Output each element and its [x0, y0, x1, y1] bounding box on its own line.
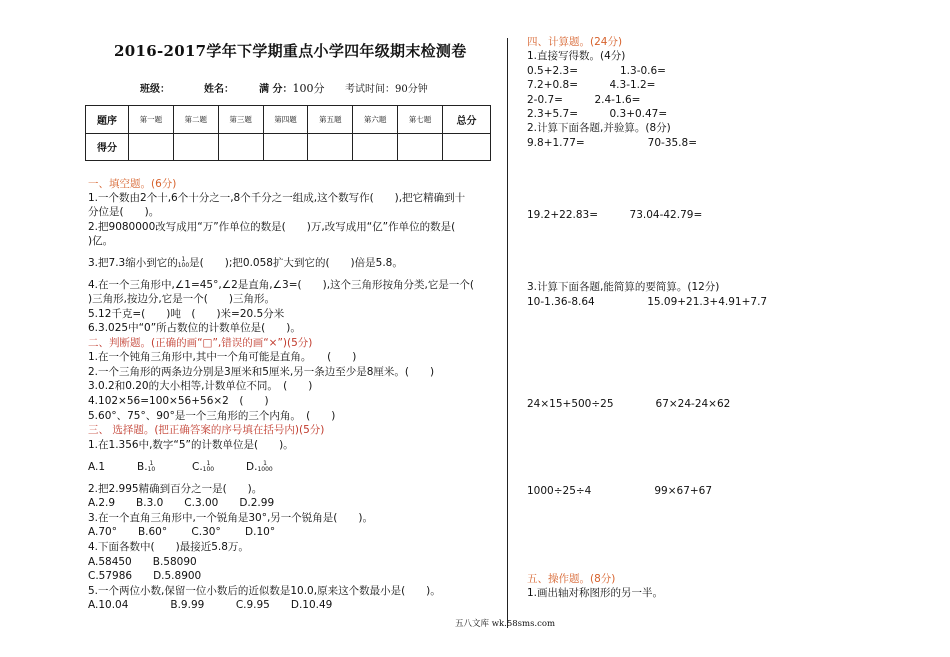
s4-row1: 0.5+2.3= 1.3-0.6= [527, 65, 666, 77]
fraction-1-100 [203, 461, 214, 473]
col-q1: 第一题 [129, 106, 174, 134]
fraction-1-100 [178, 257, 189, 269]
score-cell[interactable] [173, 133, 218, 161]
score-table-score-row [86, 133, 491, 161]
section4-heading: 四、计算题。(24分) [527, 36, 623, 48]
s3-q2: 2.把2.995精确到百分之一是( )。 [88, 483, 263, 495]
score-table-header-row [86, 106, 491, 134]
frac-num: 1 [206, 460, 211, 467]
score-cell[interactable] [129, 133, 174, 161]
s1-q1a: 1.一个数由2个十,6个十分之一,8个千分之一组成,这个数写作( ),把它精确到十 [88, 192, 466, 204]
s3-q3-opts: A.70° B.60° C.30° D.10° [88, 526, 276, 538]
s5-q1: 1.画出轴对称图形的另一半。 [527, 587, 664, 599]
full-score-field [259, 80, 324, 96]
frac-num: 1 [181, 256, 186, 263]
row-head-score: 得分 [86, 133, 129, 161]
s1-q3 [88, 256, 403, 270]
name-label: 姓名： [204, 84, 234, 95]
score-cell[interactable] [443, 133, 491, 161]
fraction-1-1000 [257, 461, 272, 473]
s3-q4: 4.下面各数中( )最接近5.8万。 [88, 541, 249, 553]
s1-q2a: 2.把9080000改写成用“万”作单位的数是( )万,改写成用“亿”作单位的数是( [88, 221, 456, 233]
s4-sub3: 3.计算下面各题,能简算的要简算。(12分) [527, 281, 720, 293]
s3-q1-opt-b [137, 460, 155, 474]
s4-row2: 7.2+0.8= 4.3-1.2= [527, 79, 656, 91]
row-head-order: 题序 [86, 106, 129, 134]
col-q2: 第二题 [173, 106, 218, 134]
s1-q3-post: 是( );把0.058扩大到它的( )倍是5.8。 [189, 257, 403, 269]
section5-heading: 五、操作题。(8分) [527, 573, 616, 585]
s1-q2b: )亿。 [88, 235, 114, 247]
exam-time: 考试时间：90分钟 [345, 84, 428, 95]
score-cell[interactable] [398, 133, 443, 161]
s1-q3-pre: 3.把7.3缩小到它的 [88, 257, 178, 269]
section2-heading: 二、判断题。(正确的画“□”,错误的画“×”)(5分) [88, 337, 313, 349]
s3-q3: 3.在一个直角三角形中,一个锐角是30°,另一个锐角是( )。 [88, 512, 373, 524]
class-field [140, 80, 170, 95]
s3-q4-opts1: A.58450 B.58090 [88, 556, 197, 568]
s4-row3: 2-0.7= 2.4-1.6= [527, 94, 641, 106]
score-table [85, 105, 491, 161]
s4-calc2: 19.2+22.83= 73.04-42.79= [527, 209, 703, 221]
score-cell[interactable] [308, 133, 353, 161]
s4-simp1: 10-1.36-8.64 15.09+21.3+4.91+7.7 [527, 296, 768, 308]
section3-heading: 三、 选择题。(把正确答案的序号填在括号内)(5分) [88, 424, 325, 436]
s4-simp3: 1000÷25÷4 99×67+67 [527, 485, 713, 497]
s1-q4b: )三角形,按边分,它是一个( )三角形。 [88, 293, 275, 305]
col-q3: 第三题 [218, 106, 263, 134]
s1-q6: 6.3.025中“0”所占数位的计数单位是( )。 [88, 322, 301, 334]
s4-row4: 2.3+5.7= 0.3+0.47= [527, 108, 668, 120]
s3-q1-opt-d [246, 460, 273, 474]
s1-q4a: 4.在一个三角形中,∠1=45°,∠2是直角,∠3=( ),这个三角形按角分类,它是一个( [88, 279, 474, 291]
col-q7: 第七题 [398, 106, 443, 134]
frac-den: 100 [177, 262, 190, 269]
s3-q1-opt-c [192, 460, 214, 474]
s3-q1: 1.在1.356中,数字“5”的计数单位是( )。 [88, 439, 294, 451]
s2-q1: 1.在一个钝角三角形中,其中一个角可能是直角。 ( ) [88, 351, 357, 363]
s4-sub1: 1.直接写得数。(4分) [527, 50, 626, 62]
opt-b-label: B. [137, 461, 148, 473]
frac-num: 1 [149, 460, 154, 467]
score-cell[interactable] [263, 133, 308, 161]
fraction-1-10 [148, 461, 156, 473]
exam-title: 2016-2017学年下学期重点小学四年级期末检测卷 [114, 42, 467, 60]
score-cell[interactable] [353, 133, 398, 161]
full-score-value: 100分 [292, 82, 325, 95]
s4-sub2: 2.计算下面各题,并验算。(8分) [527, 122, 671, 134]
frac-num: 1 [263, 460, 267, 467]
s1-q5: 5.12千克=( )吨 ( )米=20.5分米 [88, 308, 285, 320]
s3-q5: 5.一个两位小数,保留一位小数后的近似数是10.0,原来这个数最小是( )。 [88, 585, 441, 597]
full-score-label: 满 分： [259, 84, 293, 95]
score-cell[interactable] [218, 133, 263, 161]
s4-simp2: 24×15+500÷25 67×24-24×62 [527, 398, 731, 410]
footer-watermark: 五八文库 wk.58sms.com [455, 619, 556, 629]
frac-den: 1000 [257, 466, 273, 473]
s3-q5-opts: A.10.04 B.9.99 C.9.95 D.10.49 [88, 599, 333, 611]
column-divider [507, 38, 508, 628]
s2-q4: 4.102×56=100×56+56×2 ( ) [88, 395, 269, 407]
section1-heading: 一、填空题。(6分) [88, 178, 177, 190]
s3-q1-opt-a: A.1 [88, 461, 106, 473]
s1-q1b: 分位是( )。 [88, 206, 160, 218]
frac-den: 10 [147, 466, 156, 473]
col-q4: 第四题 [263, 106, 308, 134]
col-q6: 第六题 [353, 106, 398, 134]
s2-q3: 3.0.2和0.20的大小相等,计数单位不同。 ( ) [88, 380, 313, 392]
opt-d-label: D. [246, 461, 258, 473]
frac-den: 100 [202, 466, 215, 473]
col-total: 总分 [443, 106, 491, 134]
col-q5: 第五题 [308, 106, 353, 134]
name-field [204, 80, 234, 95]
s3-q2-opts: A.2.9 B.3.0 C.3.00 D.2.99 [88, 497, 275, 509]
s4-calc1: 9.8+1.77= 70-35.8= [527, 137, 697, 149]
class-label: 班级： [140, 84, 170, 95]
opt-c-label: C. [192, 461, 203, 473]
s2-q5: 5.60°、75°、90°是一个三角形的三个内角。 ( ) [88, 410, 336, 422]
s2-q2: 2.一个三角形的两条边分别是3厘米和5厘米,另一条边至少是8厘米。( ) [88, 366, 435, 378]
s3-q4-opts2: C.57986 D.5.8900 [88, 570, 202, 582]
